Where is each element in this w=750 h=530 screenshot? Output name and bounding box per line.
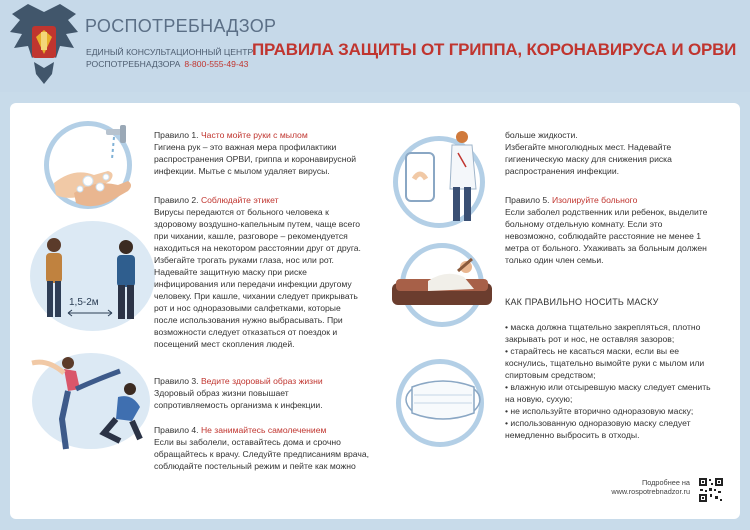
rule-5-line: невозможно, соблюдайте расстояние не менее 1 [505,231,702,241]
exercise-illustration [28,349,158,453]
hand-washing-illustration [34,123,154,215]
doctor-phone-illustration [396,127,496,227]
rule-5-heading [505,194,707,206]
rule-5-line: больному отдельную комнату. Если это [505,219,663,229]
mask-line: • использованную одноразовую маску следует [505,418,691,428]
org-name: РОСПОТРЕБНАДЗОР [85,16,277,36]
patient-in-bed-illustration [388,253,498,323]
coat-of-arms-logo [8,4,80,86]
mask-line: немедленно выбросить в отходы. [505,430,640,440]
rule-2 [154,194,361,350]
rule-1-heading [154,129,356,141]
mask-line: коснулись, тщательно вымойте руки с мылом или [505,358,705,368]
footer-website-link[interactable]: www.rospotrebnadzor.ru [611,487,690,496]
footer-note [590,478,690,496]
rule-5-line: только один член семьи. [505,255,604,265]
mask-line: закрывать рот и нос, не оставляя зазоров; [505,334,675,344]
mask-line: на новую, сухую; [505,394,573,404]
rule-2-line: Избегайте трогать руками глаза, нос или рот. [154,255,334,265]
rule-2-prefix: Правило 2. [154,195,199,205]
qr-code-icon [698,477,724,503]
rule-4 [154,424,369,472]
mask-instructions [505,321,711,441]
rule-3-heading [154,375,323,387]
rule-3-line: Здоровый образ жизни повышает [154,388,289,398]
rule-1 [154,129,356,177]
mask-line: спиртовым средством; [505,370,596,380]
rule-2-line: инфицирования или передачи инфекции другому [154,279,352,289]
rule-4-cont-line: больше жидкости. [505,130,578,140]
rule-2-line: Надевайте защитную маску при риске [154,267,307,277]
rule-2-line: находиться на некотором расстоянии друг от друга. [154,243,361,253]
rule-1-line: распространения ОРВИ, гриппа и коронавирусной [154,154,357,164]
rule-1-line: Гигиена рук – это важная мера профилактики [154,142,337,152]
rule-2-heading [154,194,361,206]
rule-2-title: Соблюдайте этикет [200,195,279,205]
content-card [10,103,740,519]
rule-5-prefix: Правило 5. [505,195,550,205]
rule-5-title: Изолируйте больного [551,195,638,205]
rule-4-cont-line: распространения инфекции. [505,166,620,176]
rule-2-line: здоровому воздушно-капельным путем, чаще всего [154,219,361,229]
org-subtitle-line2 [86,59,248,69]
rule-2-line: Вирусы передаются от больного человека к [154,207,329,217]
mask-line: • влажную или отсыревшую маску следует сменить [505,382,711,392]
rule-3 [154,375,323,411]
rule-4-line: Если вы заболели, оставайтесь дома и срочно [154,437,341,447]
rule-4-cont-line: гигиеническую маску для снижения риска [505,154,672,164]
rule-1-title: Часто мойте руки с мылом [200,130,308,140]
rule-3-line: сопротивляемость организма к инфекции. [154,400,323,410]
rule-4-title: Не занимайтесь самолечением [200,425,327,435]
face-mask-icon [398,365,488,435]
org-subtitle-line1: ЕДИНЫЙ КОНСУЛЬТАЦИОННЫЙ ЦЕНТР [86,47,254,57]
header [0,0,750,92]
rule-2-line: возможности следует отказаться от поездок и [154,327,338,337]
rule-2-line: человеку. При кашле, чихании следует прикрывать [154,291,358,301]
footer-line1: Подробнее на [642,478,690,487]
rule-1-line: инфекции. Мытье с мылом удаляет вирусы. [154,166,330,176]
rule-2-line: посещений мест скопления людей. [154,339,295,349]
social-distance-illustration [36,231,151,331]
page-title: ПРАВИЛА ЗАЩИТЫ ОТ ГРИППА, КОРОНАВИРУСА И ОРВИ [252,40,737,59]
mask-line: • не используйте вторично одноразовую маску; [505,406,694,416]
rule-3-title: Ведите здоровый образ жизни [200,376,323,386]
rule-2-line: после использования нужно выбрасывать. При [154,315,343,325]
mask-line: • старайтесь не касаться маски, если вы ее [505,346,680,356]
rule-1-prefix: Правило 1. [154,130,199,140]
rule-4-heading [154,424,369,436]
rule-5-line: Если заболел родственник или ребенок, выделите [505,207,708,217]
rule-4-line: обращайтесь к врачу. Следуйте предписаниям врача, [154,449,370,459]
hotline-phone: 8-800-555-49-43 [184,59,249,69]
rule-4-cont-line: Избегайте многолюдных мест. Надевайте [505,142,672,152]
mask-line: • маска должна тщательно закрепляться, плотно [505,322,701,332]
rule-3-prefix: Правило 3. [154,376,199,386]
rule-4-continued [505,129,672,177]
rule-4-line: соблюдайте постельный режим и пейте как можно [154,461,356,471]
rule-5-line: метра от больного. Ухаживать за больным должен [505,243,707,253]
org-subtitle-text: РОСПОТРЕБНАДЗОРА [86,59,181,69]
mask-section-title: КАК ПРАВИЛЬНО НОСИТЬ МАСКУ [505,297,659,307]
rule-2-line: при чихании, кашле, разговоре – рекомендуется [154,231,348,241]
rule-2-line: рот и нос одноразовыми салфетками, которые [154,303,341,313]
distance-label: 1,5-2м [69,297,99,308]
rule-5 [505,194,707,266]
rule-4-prefix: Правило 4. [154,425,199,435]
